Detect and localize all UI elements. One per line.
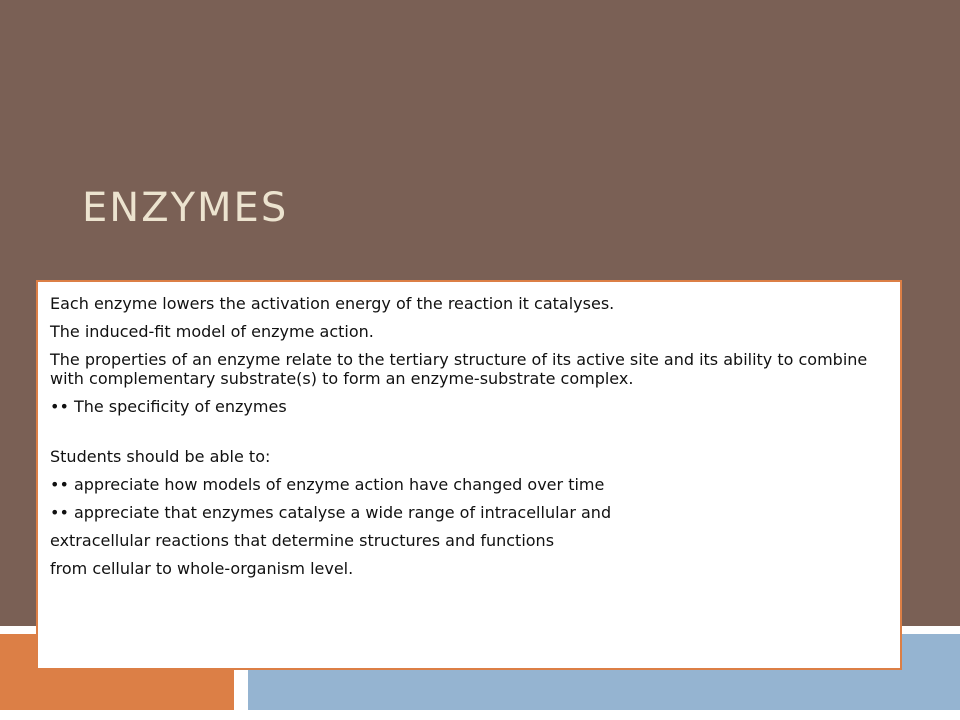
content-line: extracellular reactions that determine structures and functions [50,531,555,550]
content-line: The induced-fit model of enzyme action. [50,322,374,341]
content-line: The properties of an enzyme relate to the tertiary structure of its active site and its ability to combine with complementary substrate(s) to form an enzyme-substrate complex. [50,350,868,388]
content-line: •• appreciate how models of enzyme action have changed over time [50,475,605,494]
bottom-strip [0,710,960,720]
content-line: Each enzyme lowers the activation energy of the reaction it catalyses. [50,294,615,313]
content-line: from cellular to whole-organism level. [50,559,354,578]
content-line: Students should be able to: [50,447,271,466]
content-text-box[interactable] [36,280,902,670]
content-line: •• The specificity of enzymes [50,397,287,416]
slide-title: ENZYMES [82,185,289,231]
content-line: •• appreciate that enzymes catalyse a wide range of intracellular and [50,503,612,522]
